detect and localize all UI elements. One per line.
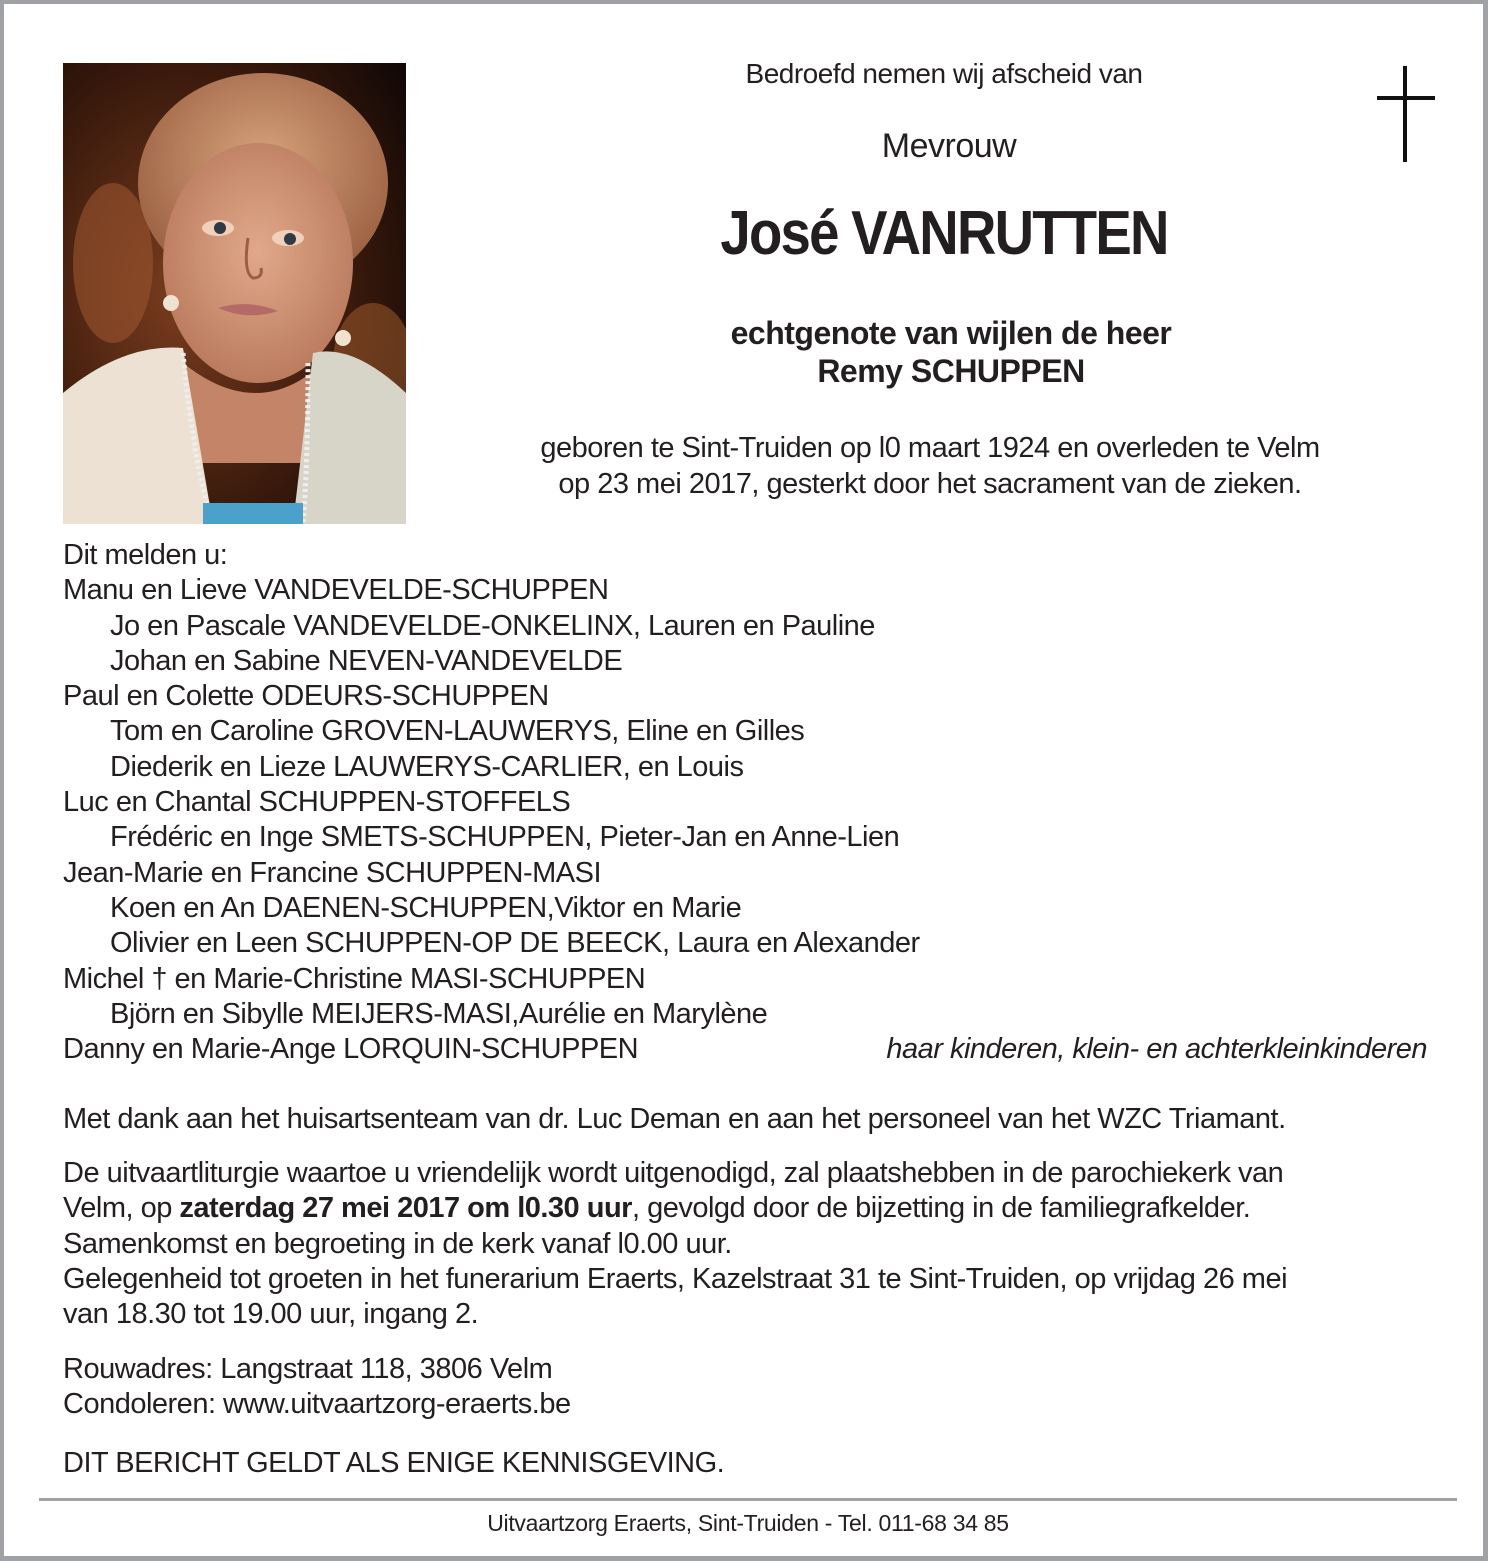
official-notice: DIT BERICHT GELDT ALS ENIGE KENNISGEVING. [63, 1447, 725, 1479]
family-header: Dit melden u: [63, 539, 228, 571]
funeral-date-time: zaterdag 27 mei 2017 om l0.30 uur [179, 1192, 632, 1225]
funeral-info [63, 1156, 1443, 1332]
funeral-line-5: van 18.30 tot 19.00 uur, ingang 2. [63, 1298, 479, 1331]
family-row: Paul en Colette ODEURS-SCHUPPEN [63, 680, 549, 713]
birth-death-info [440, 430, 1420, 502]
funeral-line-2 [63, 1191, 1443, 1226]
condolence-website: Condoleren: www.uitvaartzorg-eraerts.be [63, 1388, 571, 1421]
funeral-line-1: De uitvaartliturgie waartoe u vriendelijk wordt uitgenodigd, zal plaatshebben in de parochiekerk van [63, 1157, 1284, 1189]
family-list [63, 538, 1433, 1067]
deceased-name: José VANRUTTEN [720, 199, 1168, 268]
address-info [63, 1352, 1443, 1423]
family-row-text: Danny en Marie-Ange LORQUIN-SCHUPPEN [63, 1033, 639, 1066]
title-prefix: Mevrouw [881, 127, 1017, 165]
family-row: Jo en Pascale VANDEVELDE-ONKELINX, Lauren en Pauline [110, 609, 875, 642]
portrait-photo [63, 63, 406, 524]
latin-cross-icon [1376, 66, 1436, 162]
funeral-line-3: Samenkomst en begroeting in de kerk vanaf l0.00 uur. [63, 1227, 732, 1260]
family-row: Tom en Caroline GROVEN-LAUWERYS, Eline en Gilles [110, 715, 805, 748]
spouse-info [601, 314, 1301, 390]
family-relation: haar kinderen, klein- en achterkleinkinderen [886, 1033, 1427, 1066]
spouse-line-2: Remy SCHUPPEN [817, 353, 1085, 389]
funeral-line-2-post: , gevolgd door de bijzetting in de familiegrafkelder. [631, 1192, 1251, 1225]
family-row: Olivier en Leen SCHUPPEN-OP DE BEECK, Laura en Alexander [110, 927, 920, 960]
thanks-text: Met dank aan het huisartsenteam van dr. Luc Deman en aan het personeel van het WZC Triamant. [63, 1103, 1286, 1135]
family-row: Jean-Marie en Francine SCHUPPEN-MASI [63, 856, 602, 889]
family-row: Johan en Sabine NEVEN-VANDEVELDE [110, 644, 623, 677]
family-row: Michel † en Marie-Christine MASI-SCHUPPEN [63, 962, 646, 995]
family-row: Luc en Chantal SCHUPPEN-STOFFELS [63, 786, 571, 819]
family-row: Diederik en Lieze LAUWERYS-CARLIER, en Louis [110, 750, 744, 783]
family-row: Koen en An DAENEN-SCHUPPEN,Viktor en Marie [110, 891, 742, 924]
family-row: Manu en Lieve VANDEVELDE-SCHUPPEN [63, 574, 609, 607]
born-line-2: op 23 mei 2017, gesterkt door het sacrament van de zieken. [558, 468, 1302, 500]
mourning-address: Rouwadres: Langstraat 118, 3806 Velm [63, 1353, 553, 1385]
funeral-line-2-pre: Velm, op [63, 1192, 180, 1225]
family-row-last [63, 1032, 1433, 1067]
family-row: Björn en Sibylle MEIJERS-MASI,Aurélie en Marylène [110, 997, 768, 1030]
born-line-1: geboren te Sint-Truiden op l0 maart 1924 en overleden te Velm [540, 432, 1320, 464]
family-row: Frédéric en Inge SMETS-SCHUPPEN, Pieter-Jan en Anne-Lien [110, 821, 900, 854]
funeral-line-4: Gelegenheid tot groeten in het funerarium Eraerts, Kazelstraat 31 te Sint-Truiden, op vrijdag 26 mei [63, 1262, 1288, 1295]
intro-text: Bedroefd nemen wij afscheid van [745, 58, 1143, 89]
spouse-line-1: echtgenote van wijlen de heer [730, 315, 1172, 351]
footer-text: Uitvaartzorg Eraerts, Sint-Truiden - Tel. 011-68 34 85 [487, 1510, 1009, 1536]
footer-divider [39, 1498, 1457, 1501]
